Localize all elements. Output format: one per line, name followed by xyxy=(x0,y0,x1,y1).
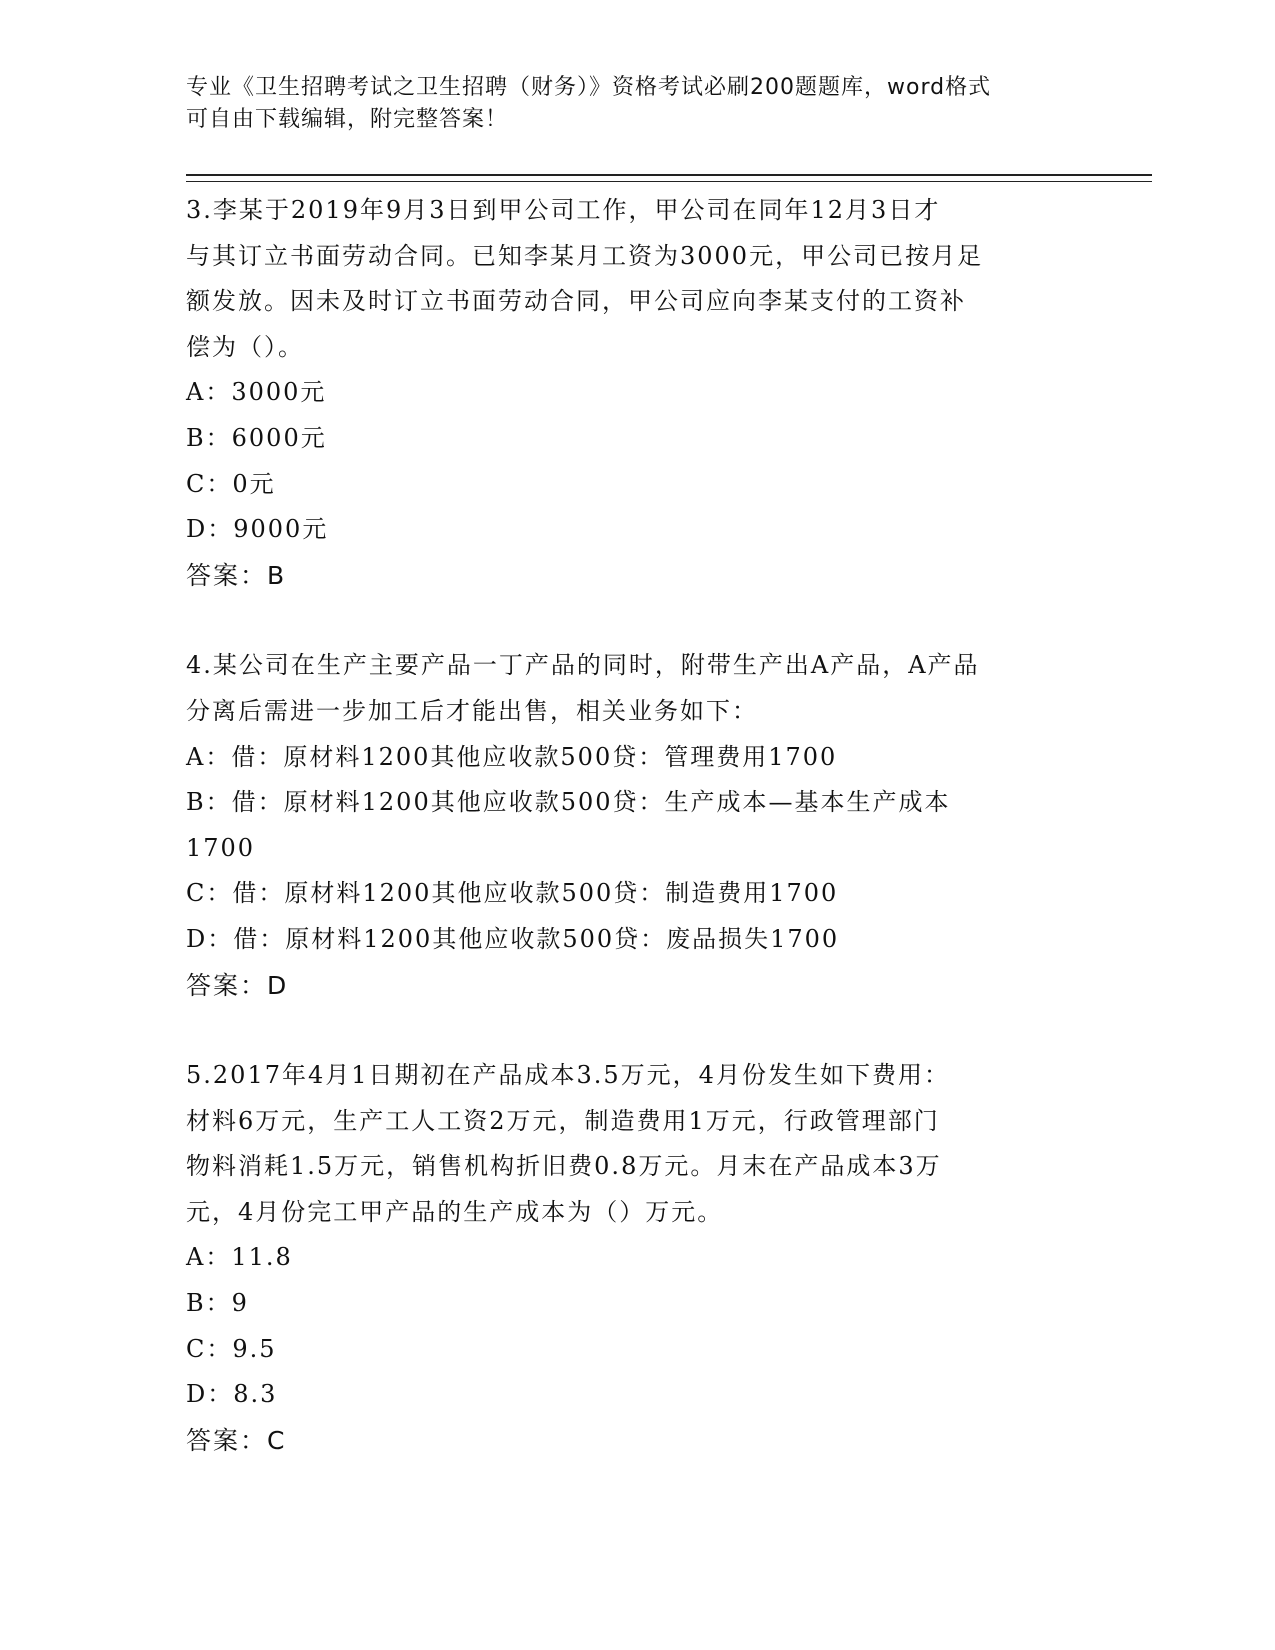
option-c: C：9.5 xyxy=(186,1334,277,1363)
option-c: C：0元 xyxy=(186,469,276,498)
answer-label: 答案：B xyxy=(186,560,287,590)
question-text-line: 与其订立书面劳动合同。已知李某月工资为3000元，甲公司已按月足 xyxy=(186,241,984,270)
question-list xyxy=(186,188,1086,1463)
question-text-line: 4.某公司在生产主要产品一丁产品的同时，附带生产出A产品，A产品 xyxy=(186,651,980,680)
option-a: A：3000元 xyxy=(186,378,327,407)
option-b: B：6000元 xyxy=(186,423,327,452)
question-item xyxy=(186,1053,1086,1463)
question-text-line: 偿为（）。 xyxy=(186,332,304,361)
option-b: B：9 xyxy=(186,1289,249,1318)
question-text-line: 分离后需进一步加工后才能出售，相关业务如下： xyxy=(186,696,758,725)
answer-label: 答案：C xyxy=(186,1425,287,1455)
option-d: D：借：原材料1200其他应收款500贷：废品损失1700 xyxy=(186,924,840,953)
option-d: D：9000元 xyxy=(186,515,329,544)
option-a: A：借：原材料1200其他应收款500贷：管理费用1700 xyxy=(186,742,838,771)
question-text-line: 额发放。因未及时订立书面劳动合同，甲公司应向李某支付的工资补 xyxy=(186,287,966,316)
answer-label: 答案：D xyxy=(186,970,289,1000)
question-text-line: 元，4月份完工甲产品的生产成本为（）万元。 xyxy=(186,1197,724,1226)
question-text-line: 5.2017年4月1日期初在产品成本3.5万元，4月份发生如下费用： xyxy=(186,1061,950,1090)
question-text xyxy=(186,188,1086,370)
header-title-line-2: 可自由下载编辑，附完整答案！ xyxy=(186,107,509,132)
question-text xyxy=(186,643,1086,734)
question-text xyxy=(186,1053,1086,1235)
question-item xyxy=(186,643,1086,1008)
header-divider xyxy=(186,174,1152,176)
question-text-line: 3.李某于2019年9月3日到甲公司工作，甲公司在同年12月3日才 xyxy=(186,196,941,224)
option-a: A：11.8 xyxy=(186,1243,293,1272)
option-d: D：8.3 xyxy=(186,1380,278,1409)
option-c: C：借：原材料1200其他应收款500贷：制造费用1700 xyxy=(186,879,839,908)
option-b-continued: 1700 xyxy=(186,833,256,862)
header-title-line-1: 专业《卫生招聘考试之卫生招聘（财务）》资格考试必刷200题题库，word格式 xyxy=(186,75,992,100)
question-text-line: 物料消耗1.5万元，销售机构折旧费0.8万元。月末在产品成本3万 xyxy=(186,1152,942,1181)
document-header xyxy=(186,72,1066,136)
option-b: B：借：原材料1200其他应收款500贷：生产成本—基本生产成本 xyxy=(186,788,951,817)
question-text-line: 材料6万元，生产工人工资2万元，制造费用1万元，行政管理部门 xyxy=(186,1106,940,1135)
question-item xyxy=(186,188,1086,598)
header-divider-thin xyxy=(186,181,1152,182)
